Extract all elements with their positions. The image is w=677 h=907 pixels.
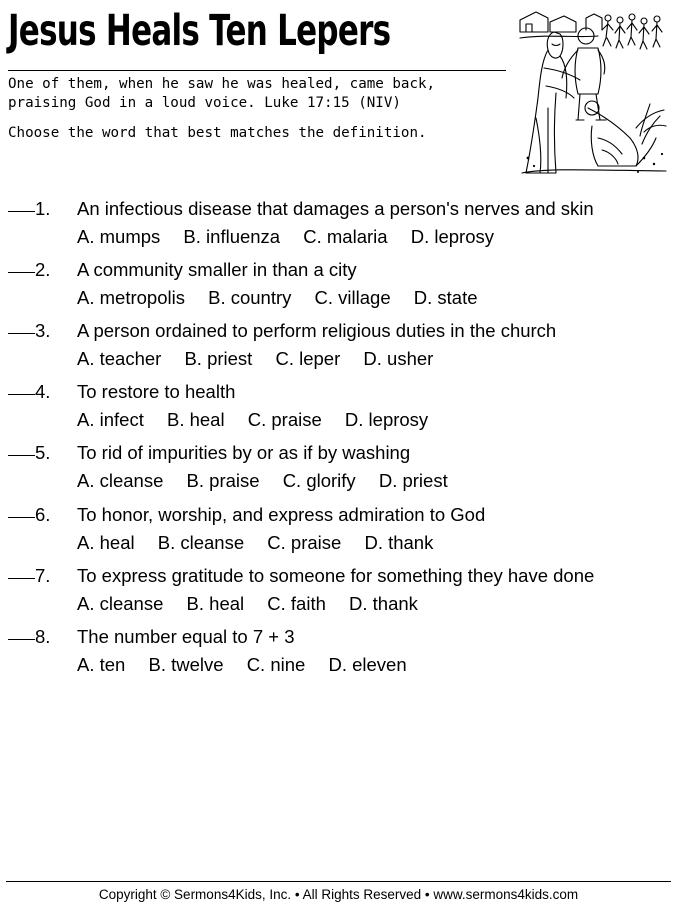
choice-a: A. heal (77, 532, 135, 553)
choice-a: A. cleanse (77, 470, 164, 491)
page-title: Jesus Heals Ten Lepers (8, 6, 391, 56)
verse-line-2: praising God in a loud voice. Luke 17:15 (NIV) (8, 95, 401, 111)
choice-a: A. mumps (77, 226, 161, 247)
choice-a: A. ten (77, 654, 126, 675)
verse-line-1: One of them, when he saw he was healed, came back, (8, 76, 436, 92)
answer-blank[interactable] (8, 639, 35, 640)
answer-blank[interactable] (8, 455, 35, 456)
answer-blank[interactable] (8, 272, 35, 273)
choice-b: B. country (208, 287, 292, 308)
answer-choices (77, 470, 448, 492)
choice-d: D. state (413, 287, 478, 308)
question-definition: To express gratitude to someone for something they have done (77, 565, 595, 586)
choice-c: C. nine (246, 654, 306, 675)
question-definition: A person ordained to perform religious duties in the church (77, 320, 557, 341)
choice-c: C. village (314, 287, 391, 308)
question-number: 1. (35, 198, 51, 219)
question-definition: The number equal to 7 + 3 (77, 626, 295, 647)
footer-divider (6, 881, 671, 882)
question-definition: To honor, worship, and express admiration to God (77, 504, 486, 525)
question-number: 5. (35, 442, 51, 463)
choice-d: D. leprosy (344, 409, 429, 430)
question-number: 2. (35, 259, 51, 280)
answer-choices (77, 593, 418, 615)
choice-d: D. leprosy (410, 226, 494, 247)
question-definition: To rid of impurities by or as if by washing (77, 442, 411, 463)
choice-b: B. heal (166, 409, 225, 430)
choice-a: A. infect (77, 409, 144, 430)
scripture-verse (8, 75, 508, 113)
choice-d: D. usher (363, 348, 434, 369)
answer-choices (77, 226, 494, 248)
choice-a: A. metropolis (77, 287, 185, 308)
answer-blank[interactable] (8, 211, 35, 212)
copyright-footer: Copyright © Sermons4Kids, Inc. • All Rights Reserved • www.sermons4kids.com (98, 887, 579, 902)
choice-d: D. thank (349, 593, 418, 614)
choice-a: A. teacher (77, 348, 162, 369)
choice-b: B. praise (186, 470, 260, 491)
choice-c: C. praise (247, 409, 322, 430)
instructions: Choose the word that best matches the definition. (8, 125, 427, 141)
question-number: 8. (35, 626, 51, 647)
choice-c: C. faith (267, 593, 326, 614)
question-definition: To restore to health (77, 381, 236, 402)
choice-c: C. malaria (303, 226, 388, 247)
choice-d: D. priest (378, 470, 448, 491)
title-divider (8, 70, 506, 71)
question-definition: A community smaller in than a city (77, 259, 357, 280)
question-number: 3. (35, 320, 51, 341)
question-definition: An infectious disease that damages a person's nerves and skin (77, 198, 594, 219)
choice-a: A. cleanse (77, 593, 164, 614)
answer-blank[interactable] (8, 333, 35, 334)
question-number: 7. (35, 565, 51, 586)
answer-choices (77, 287, 478, 309)
answer-choices (77, 654, 407, 676)
choice-b: B. heal (186, 593, 245, 614)
choice-d: D. eleven (328, 654, 407, 675)
choice-b: B. twelve (148, 654, 224, 675)
question-number: 4. (35, 381, 51, 402)
choice-d: D. thank (364, 532, 434, 553)
choice-c: C. praise (267, 532, 342, 553)
answer-choices (77, 348, 433, 370)
choice-c: C. glorify (282, 470, 356, 491)
question-number: 6. (35, 504, 51, 525)
choice-b: B. influenza (183, 226, 281, 247)
choice-c: C. leper (275, 348, 341, 369)
answer-blank[interactable] (8, 394, 35, 395)
answer-blank[interactable] (8, 578, 35, 579)
answer-choices (77, 409, 428, 431)
answer-blank[interactable] (8, 517, 35, 518)
answer-choices (77, 532, 433, 554)
choice-b: B. priest (184, 348, 253, 369)
choice-b: B. cleanse (157, 532, 245, 553)
jesus-healing-illustration (518, 8, 668, 176)
